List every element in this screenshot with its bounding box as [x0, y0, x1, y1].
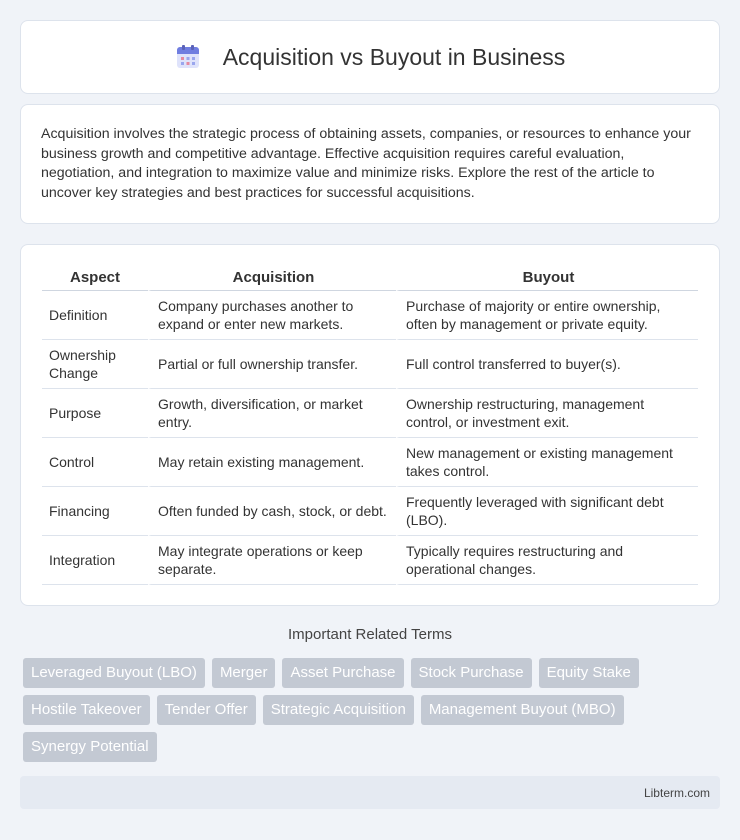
- intro-card: [20, 104, 720, 224]
- related-term-tag[interactable]: Equity Stake: [539, 658, 639, 688]
- header-aspect: Aspect: [42, 265, 148, 291]
- cell-aspect: Control: [42, 438, 148, 487]
- cell-aspect: Definition: [42, 291, 148, 340]
- header-buyout: Buyout: [396, 265, 698, 291]
- table-row: [42, 438, 698, 487]
- footer: [20, 776, 720, 809]
- related-term-tag[interactable]: Stock Purchase: [411, 658, 532, 688]
- header-card: [20, 20, 720, 94]
- related-term-tag[interactable]: Strategic Acquisition: [263, 695, 414, 725]
- related-terms-list: [23, 658, 723, 769]
- related-term-tag[interactable]: Tender Offer: [157, 695, 256, 725]
- table-row: [42, 487, 698, 536]
- table-row: [42, 536, 698, 585]
- cell-acquisition: Often funded by cash, stock, or debt.: [148, 487, 396, 536]
- related-term-tag[interactable]: Asset Purchase: [282, 658, 403, 688]
- related-term-tag[interactable]: Synergy Potential: [23, 732, 157, 762]
- related-term-tag[interactable]: Merger: [212, 658, 276, 688]
- cell-buyout: Typically requires restructuring and operational changes.: [396, 536, 698, 585]
- cell-buyout: Full control transferred to buyer(s).: [396, 340, 698, 389]
- related-term-tag[interactable]: Leveraged Buyout (LBO): [23, 658, 205, 688]
- cell-buyout: Frequently leveraged with significant debt (LBO).: [396, 487, 698, 536]
- cell-aspect: Purpose: [42, 389, 148, 438]
- comparison-card: [20, 244, 720, 606]
- table-row: [42, 340, 698, 389]
- related-terms-title: Important Related Terms: [288, 626, 452, 643]
- related-term-tag[interactable]: Hostile Takeover: [23, 695, 150, 725]
- table-row: [42, 291, 698, 340]
- cell-buyout: Ownership restructuring, management control, or investment exit.: [396, 389, 698, 438]
- table-header-row: [42, 265, 698, 291]
- cell-buyout: New management or existing management takes control.: [396, 438, 698, 487]
- cell-aspect: Ownership Change: [42, 340, 148, 389]
- cell-buyout: Purchase of majority or entire ownership, often by management or private equity.: [396, 291, 698, 340]
- related-term-tag[interactable]: Management Buyout (MBO): [421, 695, 624, 725]
- calendar-icon: [175, 44, 201, 70]
- cell-acquisition: Growth, diversification, or market entry.: [148, 389, 396, 438]
- table-row: [42, 389, 698, 438]
- page-title: Acquisition vs Buyout in Business: [222, 43, 566, 70]
- cell-acquisition: Company purchases another to expand or enter new markets.: [148, 291, 396, 340]
- cell-aspect: Integration: [42, 536, 148, 585]
- cell-acquisition: May retain existing management.: [148, 438, 396, 487]
- comparison-table: [42, 265, 698, 585]
- cell-acquisition: Partial or full ownership transfer.: [148, 340, 396, 389]
- cell-acquisition: May integrate operations or keep separate.: [148, 536, 396, 585]
- footer-site-link[interactable]: Libterm.com: [643, 785, 710, 800]
- header-acquisition: Acquisition: [148, 265, 396, 291]
- intro-paragraph: Acquisition involves the strategic process of obtaining assets, companies, or resources to enhance your business growth and competitive advantage. Effective acquisition requires careful evaluation, negotiation, and integration to maximize value and minimize risks. Explore the rest of the article to uncover key strategies and best practices for successful acquisitions.: [41, 126, 691, 201]
- cell-aspect: Financing: [42, 487, 148, 536]
